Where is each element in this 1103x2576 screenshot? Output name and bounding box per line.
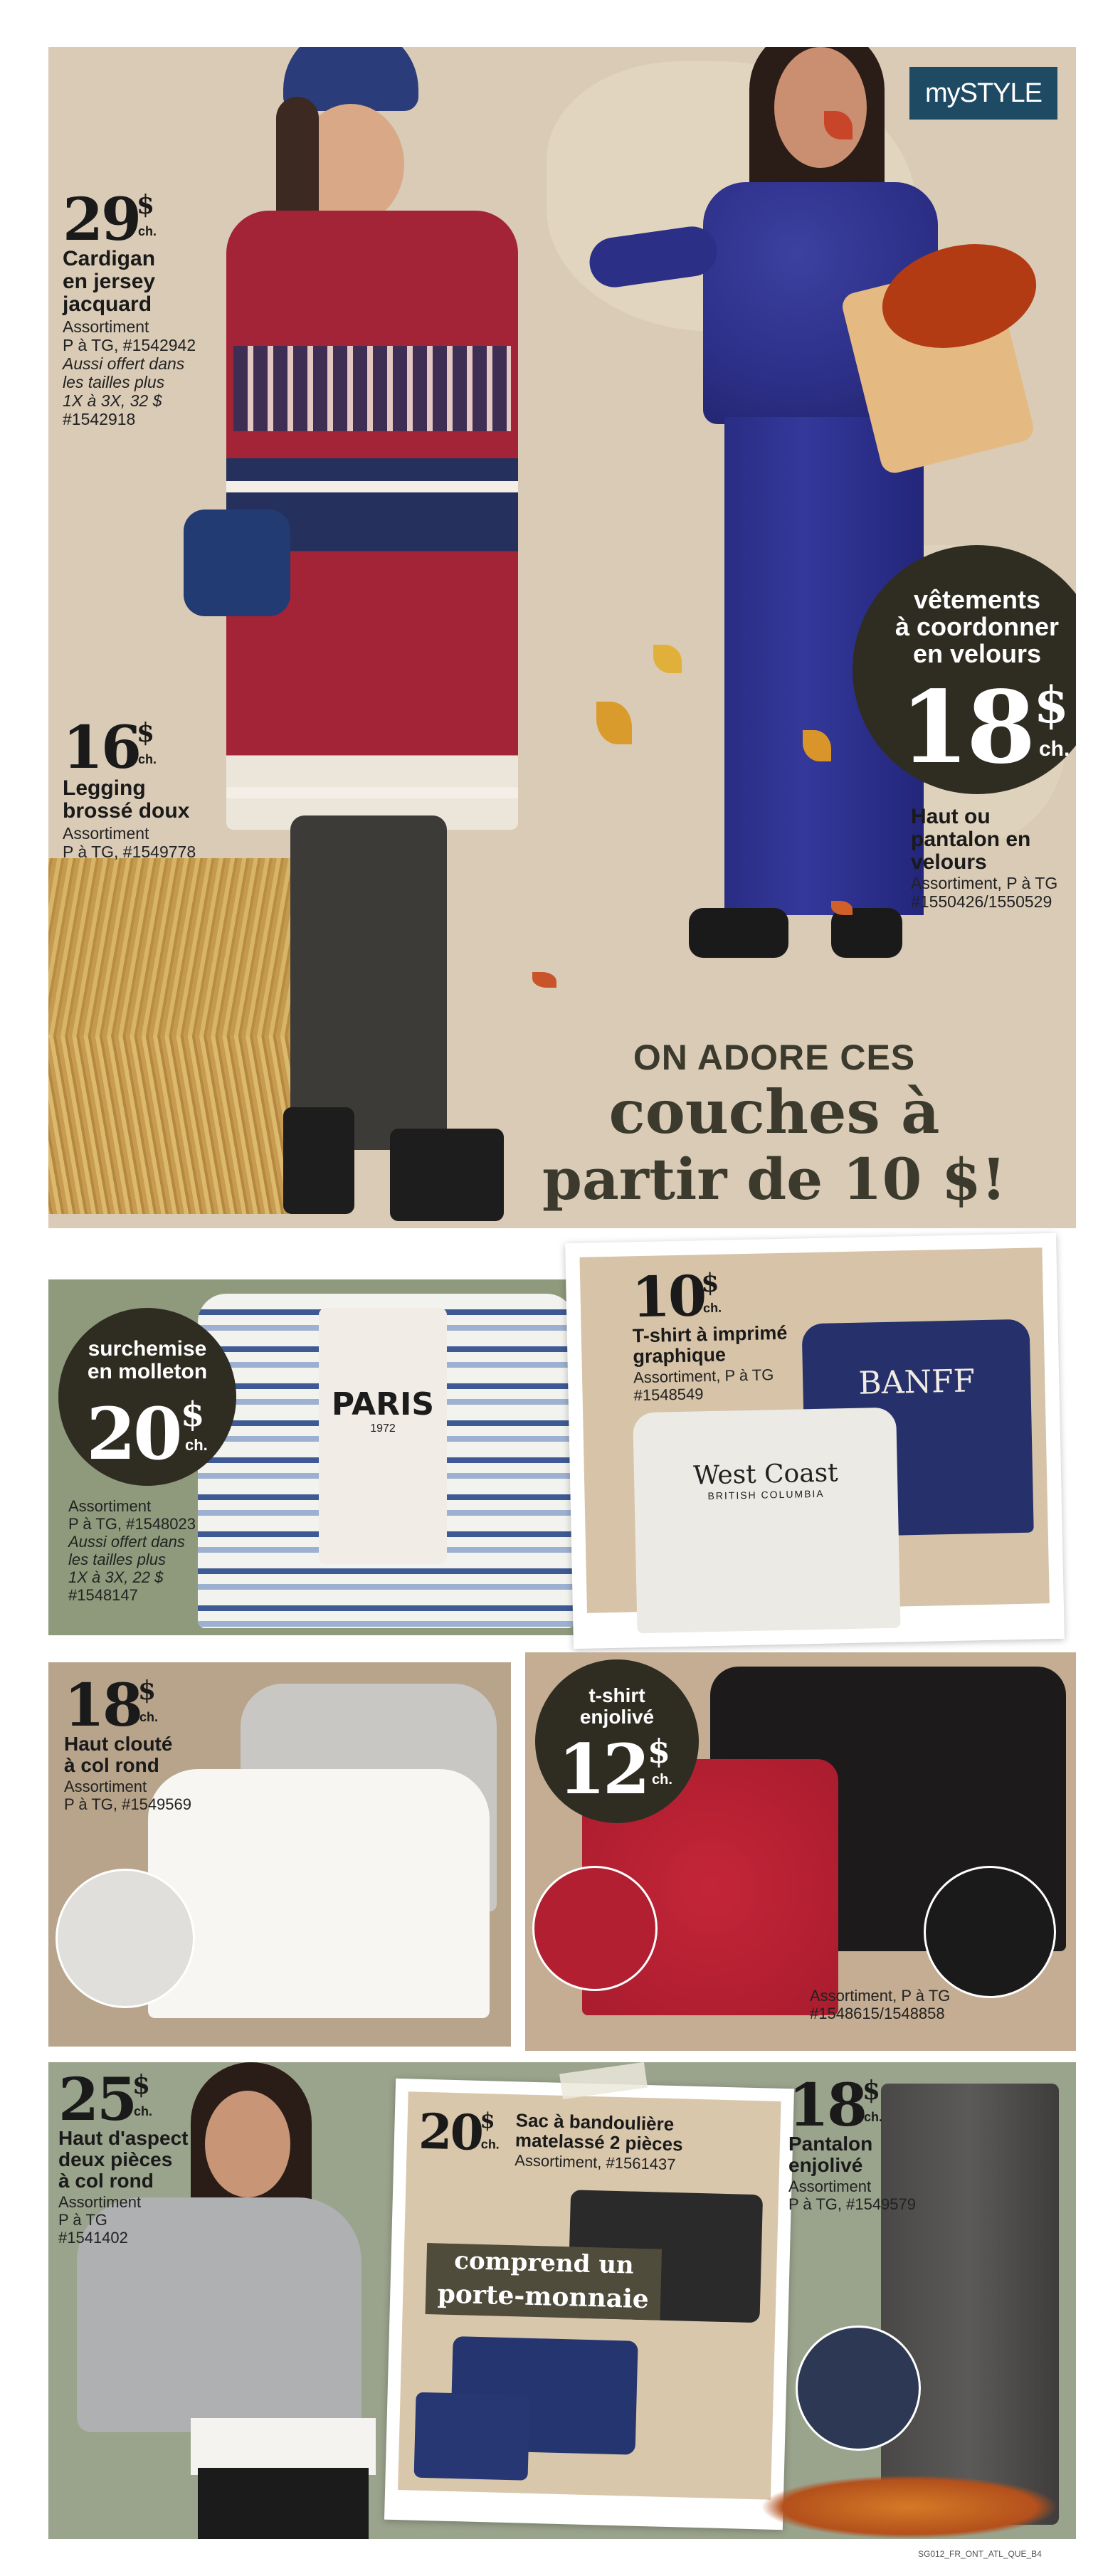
legging-name (63, 777, 189, 823)
name-line: jacquard (63, 292, 152, 316)
velvet-arm-image (586, 223, 720, 290)
hero-headline (504, 1036, 1045, 1213)
name-line: deux pièces (58, 2148, 173, 2170)
cardigan-desc (63, 317, 196, 428)
white-sweater-image (148, 1769, 490, 2018)
price-sup: $ (700, 1267, 719, 1299)
badge-price: 12 (558, 1729, 648, 1810)
haut-cloute-panel (48, 1662, 511, 2047)
badge-price-sup: $ (181, 1395, 205, 1435)
navy-pouch-image (414, 2392, 530, 2481)
desc-line: Assortiment, #1561437 (514, 2151, 676, 2174)
name-line: Haut ou (911, 805, 991, 828)
face-image (774, 47, 867, 168)
graphic-tee-image (319, 1308, 447, 1564)
porte-monnaie-banner (426, 2243, 663, 2321)
name-line: Pantalon (788, 2133, 873, 2155)
price-ch: ch. (138, 752, 157, 766)
price-value: 10 (630, 1264, 706, 1331)
desc-line: Assortiment (68, 1497, 152, 1515)
legging-price (63, 714, 205, 783)
desc-line: 1X à 3X, 22 $ (68, 1568, 164, 1586)
black-pants-image (198, 2468, 369, 2539)
velours-name (911, 806, 1030, 874)
haut-cloute-price (64, 1672, 178, 1740)
price-value: 16 (63, 714, 140, 782)
sac-name (515, 2110, 684, 2154)
tshirt-graphique-panel (565, 1233, 1065, 1649)
desc-line: #1542918 (63, 410, 136, 428)
tshirt-enjolive-price-badge (535, 1659, 699, 1823)
desc-line: P à TG (58, 2211, 107, 2229)
name-line: graphique (633, 1344, 727, 1368)
desc-line: Assortiment, P à TG (810, 1987, 951, 2005)
badge-label-line: en velours (912, 639, 1042, 668)
surchemise-panel (48, 1279, 603, 1635)
haut-cloute-desc (64, 1778, 191, 1813)
sac-price (418, 2103, 526, 2168)
desc-italic-line: les tailles plus (68, 1551, 166, 1568)
price-ch: ch. (139, 1710, 159, 1724)
price-ch: ch. (480, 2136, 500, 2152)
pantalon-name (788, 2133, 872, 2176)
headline-line-3: partir de 10 $! (542, 1146, 1006, 1213)
desc-line: #1541402 (58, 2229, 128, 2247)
legging-desc (63, 824, 196, 861)
name-line: en jersey (63, 270, 156, 293)
headline-line-1: ON ADORE CES (633, 1038, 916, 1077)
haut-aspect-price (58, 2066, 172, 2134)
desc-line: 1X à 3X, 32 $ (63, 391, 162, 410)
haut-aspect-name (58, 2128, 188, 2192)
price-value: 18 (64, 1672, 142, 1740)
legging-image (290, 815, 447, 1150)
price-sup: $ (480, 2108, 496, 2134)
price-sup: $ (862, 2076, 881, 2106)
badge-price: 18 (899, 670, 1033, 786)
tshirt-enjolive-panel (525, 1652, 1076, 2051)
name-line: T-shirt à imprimé (632, 1321, 788, 1347)
desc-line: P à TG, #1549579 (788, 2195, 916, 2213)
badge-label-line: à coordonner (894, 612, 1060, 641)
desc-line: Assortiment, P à TG (633, 1366, 774, 1387)
pants-image (881, 2084, 1059, 2525)
badge-price: 20 (86, 1392, 180, 1476)
price-ch: ch. (138, 224, 157, 238)
price-sup: $ (138, 1676, 157, 1706)
desc-italic-line: Aussi offert dans (63, 354, 185, 373)
price-sup: $ (137, 190, 155, 220)
desc-line: Assortiment (58, 2193, 142, 2211)
name-line: enjolivé (788, 2154, 863, 2176)
badge-price-ch: ch. (185, 1436, 208, 1454)
mystyle-logo-text: mySTYLE (924, 78, 1043, 108)
model-cardigan-image (205, 47, 547, 1228)
desc-line: Assortiment (64, 1778, 147, 1795)
shirt-print-text: West Coast (692, 1458, 839, 1491)
price-value: 20 (418, 2103, 482, 2162)
tshirt-graphique-price (630, 1264, 746, 1331)
shirt-print-text: BANFF (857, 1363, 976, 1402)
name-line: Haut clouté (64, 1733, 173, 1755)
name-line: pantalon en (911, 828, 1031, 851)
desc-line: #1550426/1550529 (911, 892, 1052, 911)
footer-code: SG012_FR_ONT_ATL_QUE_B4 (918, 2549, 1042, 2559)
badge-price-sup: $ (648, 1732, 671, 1770)
stud-detail-circle (796, 2326, 921, 2451)
embellish-detail-circle (924, 1866, 1056, 1998)
crossbody-bag-image (184, 510, 290, 616)
price-ch: ch. (864, 2110, 883, 2124)
name-line: Cardigan (63, 247, 156, 270)
badge-label-line: surchemise (88, 1337, 207, 1361)
cardigan-name (63, 248, 155, 316)
autumn-leaves-pile-image (760, 2475, 1059, 2539)
desc-line: P à TG, #1549569 (64, 1795, 191, 1813)
desc-line: Assortiment (63, 317, 149, 336)
haut-cloute-name (64, 1733, 172, 1776)
fabric-detail-circle (56, 1869, 195, 2008)
price-sup: $ (137, 718, 155, 748)
boot-image (689, 908, 788, 958)
price-sup: $ (132, 2070, 151, 2100)
desc-italic-line: les tailles plus (63, 373, 165, 391)
name-line: Haut d'aspect (58, 2127, 189, 2149)
boot-image (831, 908, 902, 958)
tshirt-enjolive-desc (810, 1987, 950, 2022)
price-ch: ch. (702, 1300, 722, 1316)
surchemise-desc (68, 1497, 196, 1604)
desc-line: P à TG, #1549778 (63, 843, 196, 861)
badge-price-ch: ch. (652, 1772, 672, 1788)
name-line: Sac à bandoulière (515, 2109, 675, 2136)
desc-line: Assortiment (63, 824, 149, 843)
white-shirt-hem-image (191, 2418, 376, 2475)
face-image (205, 2091, 290, 2197)
cardigan-price (63, 186, 205, 255)
west-coast-tee-image (633, 1408, 900, 1634)
badge-label-line: enjolivé (579, 1706, 655, 1728)
desc-italic-line: Aussi offert dans (68, 1533, 185, 1551)
pantalon-desc (788, 2178, 916, 2213)
name-line: Legging (63, 776, 146, 800)
desc-line: #1548615/1548858 (810, 2005, 945, 2022)
shirt-print-text: BRITISH COLUMBIA (707, 1487, 825, 1502)
boot-left-image (283, 1107, 354, 1214)
name-line: à col rond (58, 2170, 154, 2192)
haut-aspect-desc (58, 2193, 141, 2247)
embellish-detail-circle (532, 1866, 658, 1991)
desc-line: P à TG, #1548023 (68, 1515, 196, 1533)
velours-desc (911, 874, 1057, 911)
name-line: brossé doux (63, 799, 190, 823)
price-ch: ch. (134, 2104, 153, 2118)
tshirt-graphique-desc (633, 1366, 774, 1404)
headline-line-2: couches à (608, 1077, 940, 1147)
shirt-print-text: PARIS (331, 1386, 435, 1422)
tshirt-graphique-name (633, 1323, 788, 1368)
name-line: à col rond (64, 1754, 159, 1776)
badge-price-sup: $ (1034, 675, 1069, 734)
desc-line: #1548147 (68, 1586, 138, 1604)
pantalon-price (788, 2071, 902, 2140)
badge-label-line: t-shirt (589, 1684, 645, 1706)
desc-line: #1548549 (633, 1385, 704, 1405)
name-line: velours (911, 850, 987, 874)
price-value: 18 (788, 2071, 866, 2140)
banner-line: porte-monnaie (437, 2279, 650, 2315)
desc-line: Assortiment (788, 2178, 872, 2195)
boot-right-image (390, 1129, 504, 1221)
shirt-print-text: 1972 (370, 1422, 396, 1435)
snowflake-pattern (233, 346, 511, 431)
surchemise-price-badge (58, 1308, 236, 1486)
price-value: 29 (63, 186, 140, 254)
bottom-panel (48, 2062, 1076, 2539)
name-line: matelassé 2 pièces (514, 2129, 683, 2155)
price-value: 25 (58, 2066, 136, 2134)
badge-label-line: en molleton (87, 1360, 208, 1383)
mystyle-logo (909, 67, 1057, 120)
desc-line: Assortiment, P à TG (911, 874, 1058, 892)
badge-price-ch: ch. (1039, 737, 1070, 761)
banner-line: comprend un (453, 2247, 635, 2280)
desc-line: P à TG, #1542942 (63, 336, 196, 354)
sac-polaroid (384, 2079, 794, 2530)
badge-label-line: vêtements (913, 585, 1041, 614)
